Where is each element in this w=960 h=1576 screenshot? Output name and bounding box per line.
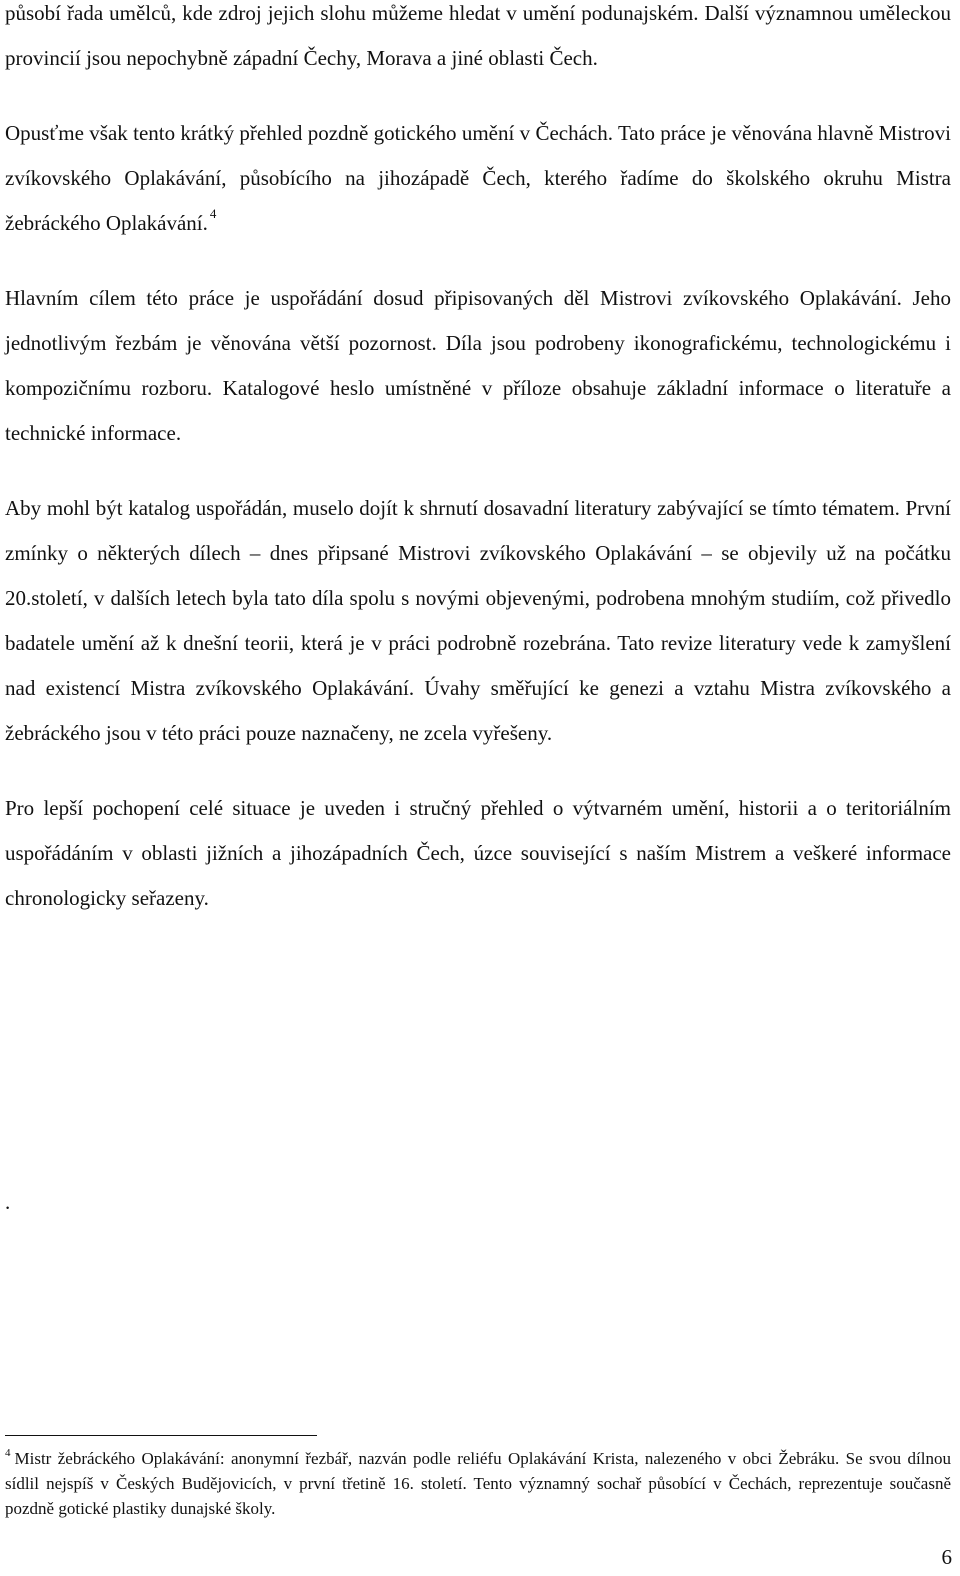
paragraph-2 [5, 111, 951, 246]
footnote [5, 1446, 951, 1521]
footnote-separator [5, 1435, 317, 1436]
paragraph-3: Hlavním cílem této práce je uspořádání dosud připisovaných děl Mistrovi zvíkovského Oplakávání. Jeho jednotlivým řezbám je věnována větší pozornost. Díla jsou podrobeny ikonografickému, technologickému i kompozičnímu rozboru. Katalogové heslo umístněné v příloze obsahuje základní informace o literatuře a technické informace. [5, 286, 951, 445]
paragraph-2-text: Opusťme však tento krátký přehled pozdně gotického umění v Čechách. Tato práce je věnována hlavně Mistrovi zvíkovského Oplakávání, působícího na jihozápadě Čech, kterého řadíme do školského okruhu Mistra žebráckého Oplakávání. [5, 121, 951, 235]
footnote-number: 4 [5, 1447, 11, 1459]
footnote-reference[interactable]: 4 [209, 206, 217, 221]
paragraph-4: Aby mohl být katalog uspořádán, muselo dojít k shrnutí dosavadní literatury zabývající se tímto tématem. První zmínky o některých dílech – dnes připsané Mistrovi zvíkovského Oplakávání – se objevily už na počátku 20.století, v dalších letech byla tato díla spolu s novými objevenými, podrobena mnohým studiím, což přivedlo badatele umění až k dnešní teorii, která je v práci podrobně rozebrána. Tato revize literatury vede k zamyšlení nad existencí Mistra zvíkovského Oplakávání. Úvahy směřující ke genezi a vztahu Mistra zvíkovského a žebráckého jsou v této práci pouze naznačeny, ne zcela vyřešeny. [5, 496, 951, 745]
stray-dot: . [5, 1190, 11, 1214]
footnote-text: Mistr žebráckého Oplakávání: anonymní řezbář, nazván podle reliéfu Oplakávání Krista, nalezeného v obci Žebráku. Se svou dílnou sídlil nejspíš v Českých Budějovicích, v první třetině 16. století. Tento významný sochař působící v Čechách, reprezentuje současně pozdně gotické plastiky dunajské školy. [5, 1449, 951, 1518]
paragraph-1: působí řada umělců, kde zdroj jejich slohu můžeme hledat v umění podunajském. Další významnou uměleckou provincií jsou nepochybně západní Čechy, Morava a jiné oblasti Čech. [5, 1, 951, 70]
page-number: 6 [941, 1545, 952, 1569]
document-body [5, 0, 951, 921]
paragraph-5: Pro lepší pochopení celé situace je uveden i stručný přehled o výtvarném umění, historii a o teritoriálním uspořádáním v oblasti jižních a jihozápadních Čech, úzce související s naším Mistrem a veškeré informace chronologicky seřazeny. [5, 796, 951, 910]
